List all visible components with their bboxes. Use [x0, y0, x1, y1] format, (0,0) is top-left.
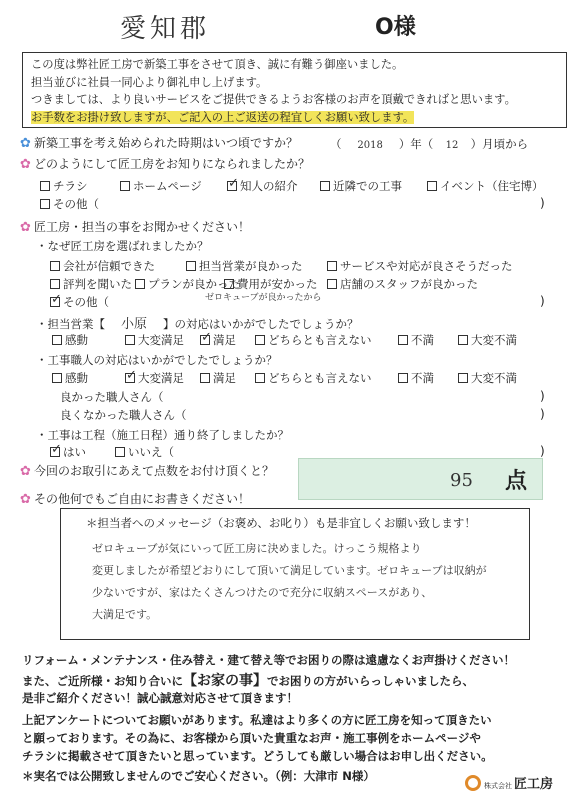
score-unit: 点 — [505, 469, 528, 494]
question-text: その他何でもご自由にお書きください！ — [34, 492, 251, 506]
intro-line: 担当並びに社員一同心より御礼申し上げます。 — [31, 75, 268, 89]
checkbox-checked[interactable] — [227, 181, 237, 191]
rating-very-dissatisfied[interactable]: 大変不満 — [458, 332, 517, 348]
other-reason[interactable]: ゼロキューブが良かったから — [205, 293, 322, 303]
option-service[interactable]: サービスや対応が良さそうだった — [327, 258, 513, 274]
flower-icon: ✿ — [20, 492, 31, 507]
checkbox[interactable] — [40, 199, 50, 209]
checkbox-checked[interactable] — [125, 373, 135, 383]
footer-text: また、ご近所様・お知り合いに — [22, 674, 183, 688]
intro-line: つきましては、より良いサービスをご提供できるようお客様のお声を頂戴できればと思います。 — [31, 93, 516, 106]
flower-icon: ✿ — [20, 157, 31, 172]
rating-neutral[interactable]: どちらとも言えない — [255, 332, 372, 348]
checkbox[interactable] — [458, 335, 468, 345]
subquestion-sales-rep — [36, 313, 359, 332]
checkbox[interactable] — [327, 279, 337, 289]
good-craftsman-label: 良かった職人さん（ — [60, 390, 164, 404]
rating-very-dissatisfied[interactable]: 大変不満 — [458, 370, 517, 386]
question-text: どのようにして匠工房をお知りになられましたか？ — [34, 157, 311, 171]
logo-name: 匠工房 — [514, 777, 554, 792]
flower-icon: ✿ — [20, 220, 31, 235]
comment-line: ゼロキューブが気にいって匠工房に決めました。けっこう規格より — [92, 542, 422, 555]
footer-emphasis: 【お家の事】 — [183, 673, 267, 689]
checkbox[interactable] — [50, 279, 60, 289]
checkbox[interactable] — [52, 335, 62, 345]
bad-craftsman-label: 良くなかった職人さん（ — [60, 408, 187, 422]
option-event[interactable]: イベント（住宅博） — [427, 178, 544, 194]
checkbox-checked[interactable] — [50, 297, 60, 307]
footer-line: ＊実名では公開致しませんのでご安心ください。（例：大津市 N様） — [22, 769, 375, 783]
footer-line: 上記アンケートについてお願いがあります。私達はより多くの方に匠工房を知って頂きたい — [22, 713, 492, 727]
paren-close: ) — [540, 196, 545, 210]
rating-satisfied[interactable]: ✓ 満足 — [200, 332, 236, 348]
sales-rep-name[interactable]: 小原 — [120, 317, 147, 332]
footer-line — [22, 670, 474, 690]
option-plan[interactable]: プランが良かった — [135, 276, 240, 292]
option-yes[interactable]: ✓はい — [50, 444, 86, 460]
footer-line: リフォーム・メンテナンス・住み替え・建て替え等でお困りの際は遠慮なくお声掛けください！ — [22, 653, 515, 667]
customer-name: O様 — [375, 15, 416, 40]
checkbox[interactable] — [427, 181, 437, 191]
checkbox[interactable] — [115, 447, 125, 457]
year-label: ）年（ — [398, 137, 434, 151]
checkbox-checked[interactable] — [200, 335, 210, 345]
subquestion-schedule: ・工事は工程（施工日程）通り終了しましたか？ — [36, 428, 289, 442]
flower-icon: ✿ — [20, 464, 31, 479]
option-nearby-work[interactable]: 近隣での工事 — [320, 178, 402, 194]
option-staff[interactable]: 店舗のスタッフが良かった — [327, 276, 478, 292]
footer-text: でお困りの方がいらっしゃいましたら、 — [267, 674, 474, 688]
option-trust[interactable]: 会社が信頼できた — [50, 258, 155, 274]
checkbox[interactable] — [120, 181, 130, 191]
question-about-company — [20, 218, 250, 235]
checkbox[interactable] — [398, 335, 408, 345]
checkbox[interactable] — [125, 335, 135, 345]
footer-line: 是非ご紹介ください！誠心誠意対応させて頂きます！ — [22, 691, 298, 705]
question-text: 匠工房・担当の事をお聞かせください！ — [34, 220, 251, 234]
checkbox[interactable] — [200, 373, 210, 383]
rating-kandou[interactable]: 感動 — [52, 332, 88, 348]
option-referral[interactable]: ✓ 知人の紹介 — [227, 178, 298, 194]
checkbox[interactable] — [255, 335, 265, 345]
paren-close: ) — [540, 407, 545, 421]
month-label: ）月頃から — [470, 137, 529, 151]
paren-close: ) — [540, 389, 545, 403]
intro-box — [22, 52, 567, 128]
rating-neutral[interactable]: どちらとも言えない — [255, 370, 372, 386]
option-other[interactable]: その他（ — [40, 196, 99, 212]
comment-line: 変更しましたが希望どおりにして頂いて満足しています。ゼロキューブは収納が — [92, 564, 487, 577]
paren-close: ) — [540, 444, 545, 458]
checkbox[interactable] — [320, 181, 330, 191]
checkbox[interactable] — [255, 373, 265, 383]
question-start-period — [20, 134, 298, 151]
rating-very-satisfied[interactable]: ✓ 大変満足 — [125, 370, 184, 386]
checkbox[interactable] — [398, 373, 408, 383]
month-value[interactable]: 12 — [445, 140, 459, 151]
checkbox[interactable] — [458, 373, 468, 383]
logo-mark-icon — [465, 775, 481, 791]
option-reputation[interactable]: 評判を聞いた — [50, 276, 132, 292]
subquestion-craftsmen: ・工事職人の対応はいかがでしたでしょうか？ — [36, 353, 278, 367]
checkbox[interactable] — [327, 261, 337, 271]
checkbox[interactable] — [50, 261, 60, 271]
option-other[interactable]: ✓その他（ — [50, 294, 109, 310]
score-value[interactable]: 95 — [450, 470, 473, 491]
intro-highlight: お手数をお掛け致しますが、ご記入の上ご返送の程宜しくお願い致します。 — [31, 110, 415, 124]
comment-instruction: ＊担当者へのメッセージ（お褒め、お叱り）も是非宜しくお願い致します！ — [86, 516, 476, 530]
comment-line: 大満足です。 — [92, 608, 158, 621]
rating-dissatisfied[interactable]: 不満 — [398, 332, 434, 348]
option-cost[interactable]: 費用が安かった — [224, 276, 318, 292]
checkbox[interactable] — [40, 181, 50, 191]
question-how-known — [20, 155, 310, 172]
question-text: 】の対応はいかがでしたでしょうか？ — [163, 317, 359, 331]
question-score — [20, 462, 274, 479]
paren-close: ) — [540, 294, 545, 308]
option-sales-good[interactable]: 担当営業が良かった — [186, 258, 303, 274]
intro-line: この度は弊社匠工房で新築工事をさせて頂き、誠に有難う御座いました。 — [31, 58, 404, 71]
rating-satisfied[interactable]: 満足 — [200, 370, 236, 386]
rating-very-satisfied[interactable]: 大変満足 — [125, 332, 184, 348]
checkbox[interactable] — [52, 373, 62, 383]
option-flyer[interactable]: チラシ — [40, 178, 88, 194]
footer-line: チラシに掲載させて頂きたいと思っています。どうしても厳しい場合はお申し出ください。 — [22, 749, 493, 763]
checkbox-checked[interactable] — [50, 447, 60, 457]
customer-region: 愛知郡 — [120, 14, 211, 44]
option-homepage[interactable]: ホームページ — [120, 178, 202, 194]
comment-line: 少ないですが、家はたくさんつけたので充分に収納スペースがあり、 — [92, 586, 433, 599]
rating-kandou[interactable]: 感動 — [52, 370, 88, 386]
flower-icon: ✿ — [20, 136, 31, 151]
bracket-open: ・担当営業【 — [36, 317, 105, 331]
company-logo — [465, 773, 553, 792]
paren: （ — [330, 137, 342, 151]
checkbox[interactable] — [135, 279, 145, 289]
year-value[interactable]: 2018 — [357, 140, 383, 151]
rating-dissatisfied[interactable]: 不満 — [398, 370, 434, 386]
logo-kind: 株式会社 — [484, 782, 512, 790]
start-period-answer — [330, 136, 528, 152]
question-text: 今回のお取引にあえて点数をお付け頂くと？ — [34, 464, 275, 478]
question-text: 新築工事を考え始められた時期はいつ頃ですか？ — [34, 136, 299, 150]
option-no[interactable]: いいえ（ — [115, 444, 174, 460]
question-free-comment — [20, 490, 250, 507]
subquestion-why-chosen: ・なぜ匠工房を選ばれましたか？ — [36, 239, 209, 253]
footer-line: と願っております。その為に、お客様から頂いた貴重なお声・施工事例をホームページや — [22, 731, 481, 745]
checkbox[interactable] — [186, 261, 196, 271]
checkbox[interactable] — [224, 279, 234, 289]
